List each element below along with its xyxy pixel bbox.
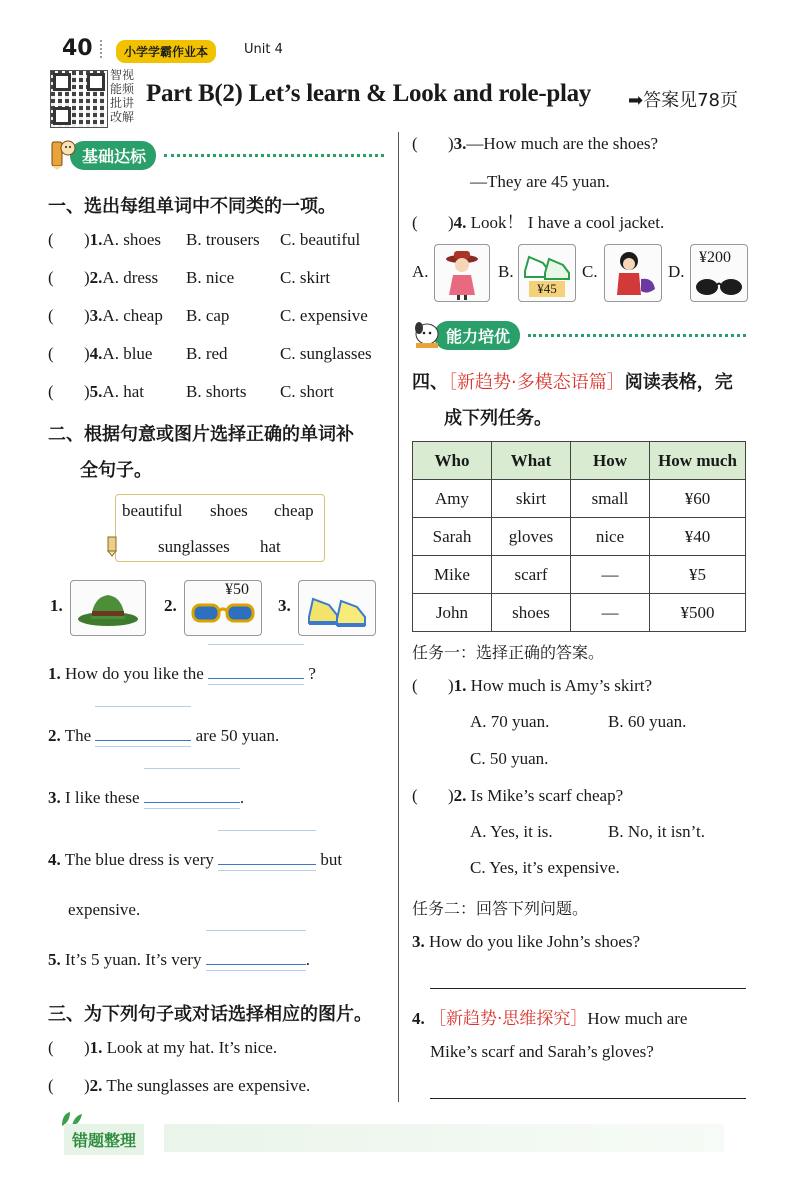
table-row: John shoes — ¥500 [413,594,746,632]
picture-shoes [298,580,376,636]
hat-icon [71,581,145,635]
sentence-4: 4. The blue dress is very but [48,850,343,869]
dialogue-line: —They are 45 yuan. [470,172,610,191]
pic-label: 1. [50,596,63,615]
option[interactable]: C. 50 yuan. [470,749,549,768]
unit-label: Unit 4 [244,42,283,57]
page-number: 40 [62,36,93,61]
question-3: 3. How do you like John’s shoes? [412,932,641,951]
question-4-cont: Mike’s scarf and Sarah’s gloves? [430,1042,654,1061]
sentence-4-cont: expensive. [68,900,141,919]
header-divider [100,40,104,58]
option[interactable]: C. Yes, it’s expensive. [470,858,620,877]
list-item: ( )2.A. dress B. nice C. skirt [48,268,331,287]
answer-line[interactable] [430,1098,746,1099]
answer-blank[interactable] [206,950,306,965]
answer-reference: ➡答案见78页 [628,90,738,111]
info-table [412,441,746,632]
error-notes-badge: 错题整理 [64,1124,144,1155]
answer-line[interactable] [430,988,746,989]
girl-with-jacket-icon [605,245,661,301]
pencil-mascot-icon [48,136,78,170]
sunglasses-icon [185,581,261,635]
table-header-row [413,442,746,480]
answer-blank[interactable] [208,664,304,679]
list-item: ( )3.—How much are the shoes? [412,134,659,153]
picture-sunglasses [184,580,262,636]
part4-heading: 四、［新趋势·多模态语篇］阅读表格，完 [412,372,733,393]
series-badge: 小学学霸作业本 [116,40,216,63]
option[interactable]: B. No, it isn’t. [608,822,705,841]
sentence-3: 3. I like these . [48,788,245,807]
answer-blank[interactable] [95,726,191,741]
task2-heading: 任务二：回答下列问题。 [412,901,589,918]
option[interactable]: A. 70 yuan. [470,712,550,731]
girl-with-hat-icon [435,245,489,301]
picture-shoes-price [518,244,576,302]
table-header: Who [413,442,492,480]
list-item: ( )5.A. hat B. shorts C. short [48,382,334,401]
pic-label: 3. [278,596,291,615]
price-tag: ¥45 [529,281,565,297]
dark-sunglasses-icon [691,269,747,301]
list-item: ( )4. Look！ I have a cool jacket. [412,213,665,232]
table-row: Amy skirt small ¥60 [413,480,746,518]
part2-heading-line2: 全句子。 [80,460,152,481]
pic-label: B. [498,262,514,281]
word-bank: beautiful shoes cheap sunglasses hat [115,494,325,562]
pencil-icon [102,535,124,557]
list-item: ( )2. Is Mike’s scarf cheap? [412,786,624,805]
part2-heading-line1: 二、根据句意或图片选择正确的单词补 [48,424,354,445]
price-tag: ¥50 [225,581,249,598]
part4-heading-line2: 成下列任务。 [444,408,552,429]
picture-hat [70,580,146,636]
pic-label: C. [582,262,598,281]
dog-mascot-icon [412,316,442,350]
picture-sunglasses-price [690,244,748,302]
sentence-1: 1. How do you like the ? [48,664,316,683]
pic-label: 2. [164,596,177,615]
qr-code[interactable] [50,70,108,128]
list-item: ( )1.A. shoes B. trousers C. beautiful [48,230,361,249]
list-item: ( )3.A. cheap B. cap C. expensive [48,306,368,325]
table-header: How much [650,442,746,480]
column-divider [398,132,399,1102]
sentence-5: 5. It’s 5 yuan. It’s very . [48,950,310,969]
option[interactable]: A. Yes, it is. [470,822,553,841]
page-title: Part B(2) Let’s learn & Look and role-play [146,80,592,107]
footer-strip [164,1124,724,1152]
picture-girl-jacket [604,244,662,302]
pic-label: A. [412,262,429,281]
table-row: Mike scarf — ¥5 [413,556,746,594]
qr-side-text: 智视 能频 批讲 改解 [110,68,135,124]
table-row: Sarah gloves nice ¥40 [413,518,746,556]
answer-blank[interactable] [218,850,316,865]
answer-blank[interactable] [144,788,240,803]
price-tag: ¥200 [699,249,731,266]
part1-heading: 一、选出每组单词中不同类的一项。 [48,196,336,217]
list-item: ( )2. The sunglasses are expensive. [48,1076,311,1095]
section-badge-basic: 基础达标 [48,140,384,170]
list-item: ( )4.A. blue B. red C. sunglasses [48,344,372,363]
question-4: 4. ［新趋势·思维探究］How much are [412,1009,688,1029]
sneakers-icon [299,581,375,635]
pic-label: D. [668,262,685,281]
list-item: ( )1. How much is Amy’s skirt? [412,676,653,695]
table-header: What [492,442,571,480]
sentence-2: 2. The are 50 yuan. [48,726,280,745]
part3-heading: 三、为下列句子或对话选择相应的图片。 [48,1004,372,1025]
list-item: ( )1. Look at my hat. It’s nice. [48,1038,278,1057]
table-header: How [571,442,650,480]
picture-girl-hat [434,244,490,302]
task1-heading: 任务一：选择正确的答案。 [412,645,605,662]
section-badge-ability: 能力培优 [412,320,746,350]
option[interactable]: B. 60 yuan. [608,712,687,731]
